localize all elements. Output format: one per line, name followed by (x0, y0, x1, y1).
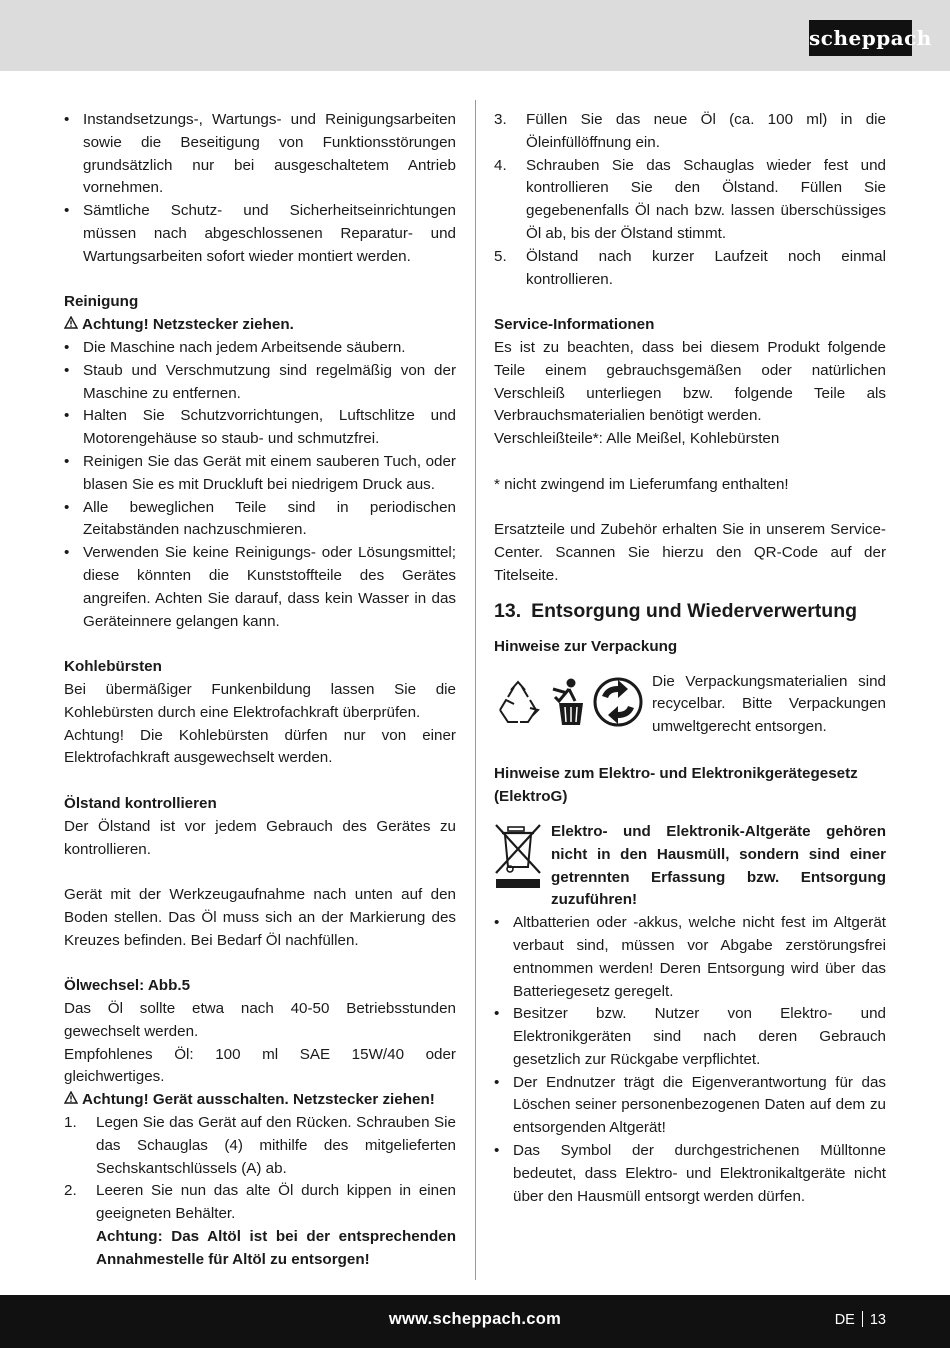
left-column (64, 109, 456, 1272)
column-divider (475, 100, 476, 1280)
list-item (64, 1180, 456, 1271)
list-item (494, 109, 886, 155)
section-title: Entsorgung und Wiederverwertung (531, 599, 858, 622)
oelstand-paragraph: Der Ölstand ist vor jedem Gebrauch des Gerätes zu kontrollieren. (64, 817, 456, 858)
language-code: DE (834, 1312, 855, 1328)
list-item: • Altbatterien oder -akkus, welche nicht fest im Altgerät verbaut sind, müssen vor Abgabe zerstörungsfrei entnommen werden! Deren Entsorgung wird über das Batteriegesetz geregelt. (494, 912, 886, 1003)
right-column (494, 109, 886, 1208)
page-number (835, 1309, 886, 1332)
oelwechsel-heading: Ölwechsel: Abb.5 (64, 977, 191, 995)
reinigung-heading: Reinigung (64, 293, 139, 311)
service-paragraph: Es ist zu beachten, dass bei diesem Produkt folgende Teile einem gebrauchsgemäßen oder natürlichen Verschleiß unterliegen bzw. folgende Teile als Verbrauchsmaterialien benötigt werden. (494, 338, 886, 425)
packaging-icons (494, 671, 652, 741)
intro-bullets (64, 109, 456, 269)
elektrog-heading: Hinweise zum Elektro- und Elektronikgerätegesetz (ElektroG) (494, 765, 858, 806)
weee-block (494, 821, 886, 912)
kohle-paragraph: Bei übermäßiger Funkenbildung lassen Sie die Kohlebürsten durch eine Elektrofachkraft überprüfen. (64, 680, 456, 721)
page-number-value: 13 (869, 1312, 886, 1328)
page-footer (0, 1295, 950, 1348)
green-dot-icon (592, 676, 644, 736)
weee-text: Elektro- und Elektronik-Altgeräte gehören nicht in den Hausmüll, sondern sind einer getrennten Erfassung bzw. Entsorgung zuzuführen! (551, 822, 886, 909)
reinigung-warning (64, 314, 456, 337)
list-item (494, 155, 886, 246)
step-number: 2. (64, 1182, 77, 1200)
step-number: 5. (494, 247, 507, 265)
service-paragraph: Verschleißteile*: Alle Meißel, Kohlebürsten (494, 430, 780, 448)
oelstand-paragraph: Gerät mit der Werkzeugaufnahme nach unten auf den Boden stellen. Das Öl muss sich an der Markierung des Kreuzes befinden. Bei Bedarf Öl nachfüllen. (64, 886, 456, 949)
list-item (494, 246, 886, 292)
reinigung-bullets (64, 337, 456, 633)
oelwechsel-paragraph: Das Öl sollte etwa nach 40-50 Betriebsstunden gewechselt werden. (64, 1000, 456, 1040)
list-item: • Staub und Verschmutzung sind regelmäßig von der Maschine zu entfernen. (64, 360, 456, 406)
service-paragraph: Ersatzteile und Zubehör erhalten Sie in unserem Service-Center. Scannen Sie hierzu den QR-Code auf der Titelseite. (494, 521, 886, 584)
website-link[interactable]: www.scheppach.com (388, 1310, 562, 1328)
section-number: 13. (494, 599, 522, 622)
section-13-heading (494, 598, 886, 624)
oelwechsel-steps (64, 1112, 456, 1272)
oelwechsel-steps-continued (494, 109, 886, 291)
step-number: 1. (64, 1114, 77, 1132)
warning-text: Achtung! Netzstecker ziehen. (82, 316, 294, 334)
tidyman-icon (545, 677, 589, 735)
step-warning: Achtung: Das Altöl ist bei der entsprechenden Annahmestelle für Altöl zu entsorgen! (96, 1228, 456, 1268)
elektrog-bullets (494, 912, 886, 1208)
list-item: • Sämtliche Schutz- und Sicherheitseinrichtungen müssen nach abgeschlossenen Reparatur- und Wartungsarbeiten sofort wieder montiert werden. (64, 200, 456, 268)
warning-triangle-icon (64, 1089, 78, 1112)
service-footnote: * nicht zwingend im Lieferumfang enthalten! (494, 475, 789, 493)
step-text: Leeren Sie nun das alte Öl durch kippen in einen geeigneten Behälter. (96, 1182, 456, 1223)
oelwechsel-paragraph: Empfohlenes Öl: 100 ml SAE 15W/40 oder gleichwertiges. (64, 1045, 456, 1086)
oelwechsel-warning (64, 1089, 456, 1112)
step-text: Schrauben Sie das Schauglas wieder fest und kontrollieren Sie den Ölstand. Füllen Sie gegebenenfalls Öl nach bzw. lassen überschüssiges Öl ab, bis der Ölstand stimmt. (526, 156, 886, 242)
warning-text: Achtung! Gerät ausschalten. Netzstecker ziehen! (82, 1091, 435, 1109)
list-item: • Instandsetzungs-, Wartungs- und Reinigungsarbeiten sowie die Beseitigung von Funktionsstörungen grundsätzlich nur bei ausgeschaltetem Antrieb vornehmen. (64, 109, 456, 200)
verpackung-block (494, 671, 886, 741)
step-number: 3. (494, 111, 507, 128)
step-text: Legen Sie das Gerät auf den Rücken. Schrauben Sie das Schauglas (4) mithilfe des mitgelieferten Sechskantschlüssels (A) ab. (96, 1114, 456, 1177)
recycle-icon (494, 678, 542, 734)
kohle-paragraph: Achtung! Die Kohlebürsten dürfen nur von einer Elektrofachkraft ausgewechselt werden. (64, 726, 456, 767)
warning-triangle-icon (64, 314, 78, 337)
oelstand-heading: Ölstand kontrollieren (64, 794, 217, 812)
step-text: Füllen Sie das neue Öl (ca. 100 ml) in die Öleinfüllöffnung ein. (526, 111, 886, 151)
list-item: • Besitzer bzw. Nutzer von Elektro- und Elektronikgeräten sind nach deren Gebrauch gesetzlich zur Rückgabe verpflichtet. (494, 1003, 886, 1071)
list-item: • Verwenden Sie keine Reinigungs- oder Lösungsmittel; diese könnten die Kunststoffteile des Gerätes angreifen. Achten Sie darauf, dass kein Wasser in das Geräteinnere gelangen kann. (64, 542, 456, 633)
crossed-bin-icon (494, 821, 551, 912)
verpackung-text: Die Verpackungsmaterialien sind recycelbar. Bitte Verpackungen umweltgerecht entsorgen. (652, 672, 886, 736)
page-header (0, 0, 950, 71)
list-item: • Der Endnutzer trägt die Eigenverantwortung für das Löschen seiner personenbezogenen Daten auf dem zu entsorgenden Altgerät! (494, 1072, 886, 1140)
verpackung-heading: Hinweise zur Verpackung (494, 637, 678, 655)
list-item (64, 1112, 456, 1180)
step-text: Ölstand nach kurzer Laufzeit noch einmal kontrollieren. (526, 247, 886, 288)
list-item: • Reinigen Sie das Gerät mit einem sauberen Tuch, oder blasen Sie es mit Druckluft bei niedrigem Druck aus. (64, 451, 456, 497)
kohle-heading: Kohlebürsten (64, 658, 162, 676)
list-item: • Alle beweglichen Teile sind in periodischen Zeitabständen nachzuschmieren. (64, 497, 456, 543)
list-item: • Halten Sie Schutzvorrichtungen, Luftschlitze und Motorengehäuse so staub- und schmutzfrei. (64, 405, 456, 451)
brand-logo: scheppach (809, 20, 912, 56)
list-item: • Die Maschine nach jedem Arbeitsende säubern. (64, 337, 456, 360)
service-heading: Service-Informationen (494, 316, 655, 334)
list-item: • Das Symbol der durchgestrichenen Mülltonne bedeutet, dass Elektro- und Elektronikaltgeräte nicht über den Hausmüll entsorgt werden dürfen. (494, 1140, 886, 1208)
step-number: 4. (494, 156, 507, 174)
